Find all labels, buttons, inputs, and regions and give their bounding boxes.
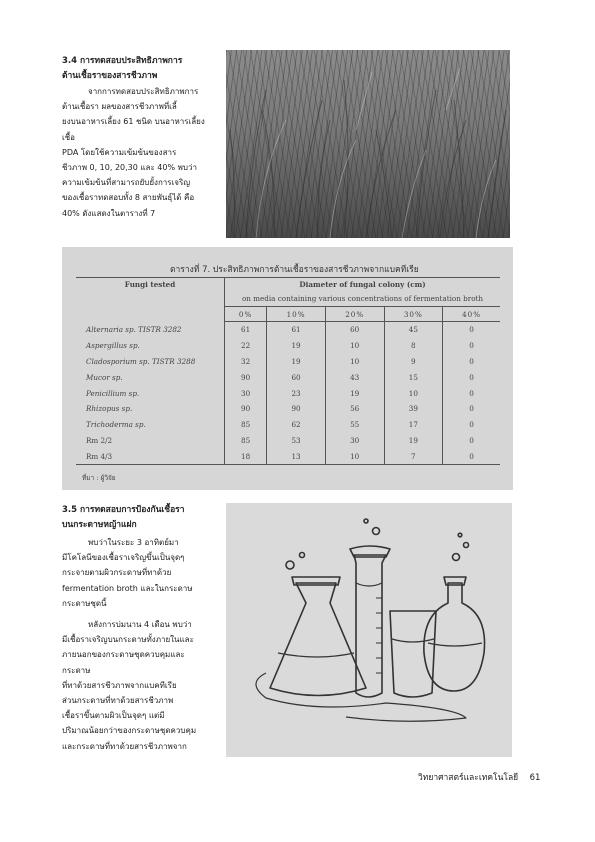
fungus-name: Penicillium sp.: [86, 388, 140, 398]
table-cell: 19: [267, 338, 326, 354]
table-source: ที่มา : ผู้วิจัย: [82, 474, 116, 482]
table-cell: 43: [325, 369, 384, 385]
grass-photo: [226, 50, 510, 238]
table-row: [76, 322, 500, 338]
table-cell: 62: [267, 417, 326, 433]
table-cell: 39: [384, 401, 443, 417]
body-line: กระดาษชุดนี้: [62, 598, 107, 608]
antifungal-table: [76, 277, 500, 465]
table-cell: 53: [267, 433, 326, 449]
table-row: [76, 448, 500, 464]
table-cell: 10: [325, 338, 384, 354]
body-line: ที่ทาด้วยสารชีวภาพจากแบคทีเรีย: [62, 680, 177, 690]
body-line: ส่วนกระดาษที่ทาด้วยสารชีวภาพ: [62, 696, 174, 706]
body-line: จากการทดสอบประสิทธิภาพการ: [88, 87, 199, 96]
fungus-name: Cladosporium sp. TISTR 3288: [86, 356, 196, 366]
table-cell: 10: [325, 448, 384, 464]
section-3-5-paragraph-1: [62, 535, 212, 611]
table-cell: 19: [384, 433, 443, 449]
body-line: ยงบนอาหารเลี้ยง 61 ชนิด บนอาหารเลี้ยงเชื้อ: [62, 117, 205, 142]
section-title-line: 3.5 การทดสอบการป้องกันเชื้อรา: [62, 505, 185, 515]
fungus-name: Rm 2/2: [86, 435, 113, 445]
flasks-drawing: [226, 503, 512, 757]
concentration-header: 10%: [267, 307, 326, 322]
section-3-5: [62, 503, 212, 754]
table-cell: 15: [384, 369, 443, 385]
table-cell: 10: [325, 354, 384, 370]
table-cell: 0: [443, 448, 500, 464]
fungus-name: Trichoderma sp.: [86, 420, 146, 430]
table-cell: 90: [225, 401, 267, 417]
table-cell: 30: [325, 433, 384, 449]
table-row: [76, 369, 500, 385]
section-3-4-body: [62, 84, 212, 221]
table-cell: 10: [384, 385, 443, 401]
body-line: ของเชื้อราทดสอบทั้ง 8 สายพันธุ์ได้ คือ: [62, 193, 195, 203]
body-line: หลังการบ่มนาน 4 เดือน พบว่า: [88, 620, 192, 630]
table-cell: 0: [443, 354, 500, 370]
body-line: กระจายตามผิวกระดาษที่ทาด้วย: [62, 568, 172, 578]
diameter-header: Diameter of fungal colony (cm): [225, 278, 501, 291]
table-cell: 61: [225, 322, 267, 338]
table-cell: 55: [325, 417, 384, 433]
table-cell: 0: [443, 417, 500, 433]
table-cell: 32: [225, 354, 267, 370]
table-cell: 90: [225, 369, 267, 385]
table-cell: 45: [384, 322, 443, 338]
grass-blades: [226, 50, 510, 238]
table-cell: 22: [225, 338, 267, 354]
fungus-name: Alternaria sp. TISTR 3282: [86, 325, 182, 335]
body-line: มีเชื้อราเจริญบนกระดาษทั้งภายในและ: [62, 635, 194, 645]
body-line: และกระดาษที่ทาด้วยสารชีวภาพจาก: [62, 741, 187, 751]
table-cell: 0: [443, 369, 500, 385]
table-cell: 60: [267, 369, 326, 385]
table-7-panel: [62, 247, 513, 490]
body-line: มีโคโลนีของเชื้อราเจริญขึ้นเป็นจุดๆ: [62, 553, 185, 563]
fungus-name: Aspergillus sp.: [86, 341, 140, 351]
body-line: ชีวภาพ 0, 10, 20,30 และ 40% พบว่า: [62, 163, 197, 173]
journal-name: วิทยาศาสตร์และเทคโนโลยี: [418, 773, 519, 783]
lab-glassware-illustration: [226, 503, 512, 757]
page-footer: [418, 770, 540, 784]
table-row: [76, 433, 500, 449]
body-line: พบว่าในระยะ 3 อาทิตย์มา: [88, 538, 179, 547]
page-number: 61: [529, 773, 541, 783]
table-cell: 9: [384, 354, 443, 370]
concentration-header: 20%: [325, 307, 384, 322]
table-cell: 30: [225, 385, 267, 401]
section-3-5-title: [62, 503, 212, 533]
table-cell: 13: [267, 448, 326, 464]
body-line: PDA โดยใช้ความเข้มข้นของสาร: [62, 147, 177, 157]
table-cell: 0: [443, 433, 500, 449]
media-header: on media containing various concentrations of fermentation broth: [225, 290, 501, 307]
section-title-line: 3.4 การทดสอบประสิทธิภาพการ: [62, 56, 183, 66]
body-line: ต้านเชื้อรา ผลของสารชีวภาพที่เลี้: [62, 102, 177, 112]
table-cell: 56: [325, 401, 384, 417]
table-row: [76, 401, 500, 417]
fungus-name: Mucor sp.: [86, 372, 123, 382]
section-3-4: [62, 54, 212, 221]
table-row: [76, 354, 500, 370]
table-cell: 60: [325, 322, 384, 338]
body-line: 40% ดังแสดงในตารางที่ 7: [62, 208, 156, 218]
table-cell: 0: [443, 338, 500, 354]
fungi-tested-header: Fungi tested: [76, 278, 225, 322]
table-row: [76, 338, 500, 354]
table-cell: 19: [325, 385, 384, 401]
body-line: ภายนอกของกระดาษชุดควบคุมและกระดาษ: [62, 650, 185, 675]
table-cell: 61: [267, 322, 326, 338]
table-cell: 0: [443, 322, 500, 338]
table-cell: 90: [267, 401, 326, 417]
body-line: ปริมาณน้อยกว่าของกระดาษชุดควบคุม: [62, 726, 197, 736]
table-cell: 0: [443, 401, 500, 417]
table-row: [76, 385, 500, 401]
table-row: [76, 417, 500, 433]
fungus-name: Rm 4/3: [76, 448, 225, 464]
table-cell: 23: [267, 385, 326, 401]
fungus-name: Rhizopus sp.: [86, 404, 133, 414]
table-cell: 8: [384, 338, 443, 354]
concentration-header: 30%: [384, 307, 443, 322]
body-line: fermentation broth และในกระดาษ: [62, 583, 193, 593]
section-3-5-paragraph-2: [62, 617, 212, 754]
concentration-header: 40%: [443, 307, 500, 322]
table-cell: 0: [443, 385, 500, 401]
table-cell: 17: [384, 417, 443, 433]
table-cell: 85: [225, 433, 267, 449]
table-cell: 19: [267, 354, 326, 370]
concentration-header: 0%: [225, 307, 267, 322]
section-title-line: บนกระดาษหญ้าแฝก: [62, 520, 137, 530]
section-3-4-title: [62, 54, 212, 84]
body-line: ความเข้มข้นที่สามารถยับยั้งการเจริญ: [62, 178, 191, 188]
table-cell: 18: [225, 448, 267, 464]
table-title: ตารางที่ 7. ประสิทธิภาพการต้านเชื้อราของสารชีวภาพจากแบคทีเรีย: [170, 265, 419, 275]
table-cell: 85: [225, 417, 267, 433]
section-title-line: ต้านเชื้อราของสารชีวภาพ: [62, 71, 158, 81]
table-cell: 7: [384, 448, 443, 464]
body-line: เชื้อราขึ้นตามผิวเป็นจุดๆ แต่มี: [62, 711, 165, 721]
